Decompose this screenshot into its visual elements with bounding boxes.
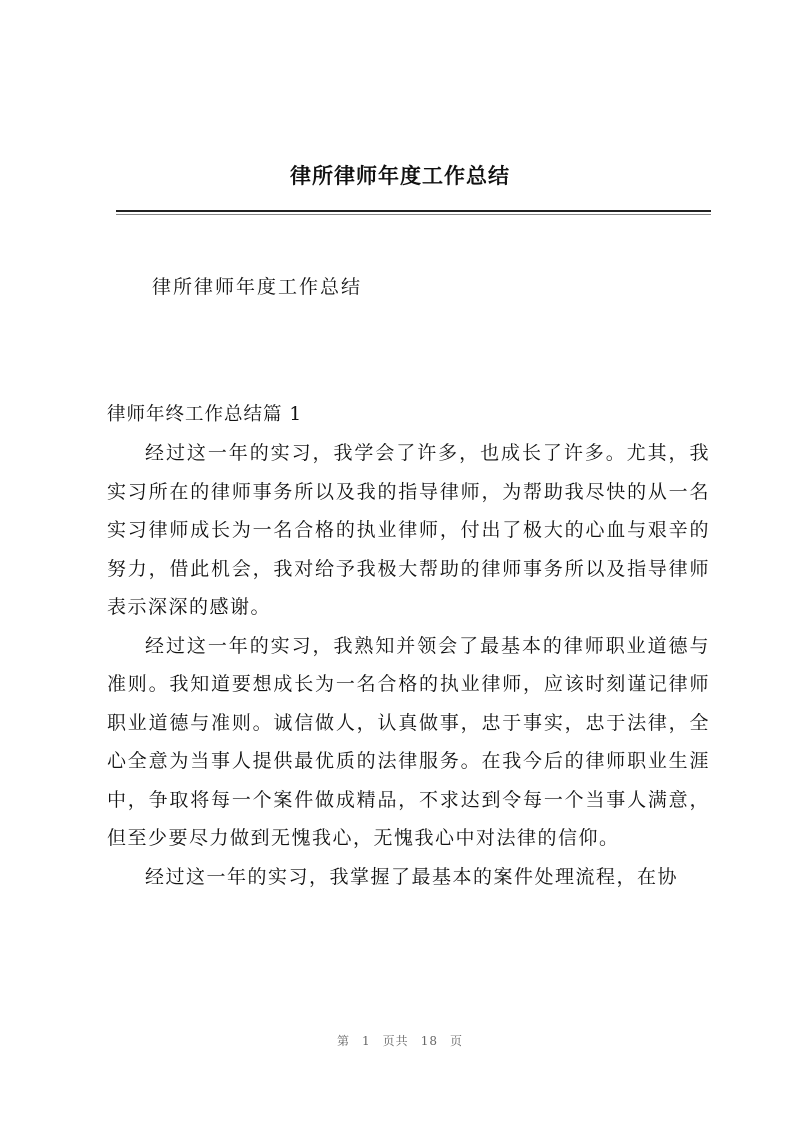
section-heading: 律师年终工作总结篇 1 bbox=[107, 404, 303, 425]
footer-suffix: 页 bbox=[449, 1034, 463, 1048]
footer-page-number: 1 bbox=[362, 1034, 371, 1048]
paragraph: 经过这一年的实习，我学会了许多，也成长了许多。尤其，我实习所在的律师事务所以及我的指导律师，为帮助我尽快的从一名实习律师成长为一名合格的执业律师，付出了极大的心血与艰辛的努力，借此机会，我对给予我极大帮助的律师事务所以及指导律师表示深深的感谢。 bbox=[107, 442, 710, 618]
footer-total-pages: 18 bbox=[420, 1034, 438, 1048]
body-text bbox=[107, 434, 710, 896]
paragraph: 经过这一年的实习，我熟知并领会了最基本的律师职业道德与准则。我知道要想成长为一名合格的执业律师，应该时刻谨记律师职业道德与准则。诚信做人，认真做事，忠于事实，忠于法律，全心全意为当事人提供最优质的法律服务。在我今后的律师职业生涯中，争取将每一个案件做成精品，不求达到令每一个当事人满意，但至少要尽力做到无愧我心，无愧我心中对法律的信仰。 bbox=[107, 634, 710, 849]
document-title: 律所律师年度工作总结 bbox=[152, 276, 363, 298]
header-divider bbox=[116, 210, 711, 212]
header-divider-thin bbox=[116, 214, 711, 215]
footer-prefix: 第 bbox=[337, 1034, 351, 1048]
page-footer bbox=[0, 1032, 800, 1049]
page-header-title: 律所律师年度工作总结 bbox=[290, 164, 510, 188]
footer-middle: 页共 bbox=[382, 1034, 409, 1048]
paragraph: 经过这一年的实习，我掌握了最基本的案件处理流程，在协 bbox=[145, 865, 679, 888]
